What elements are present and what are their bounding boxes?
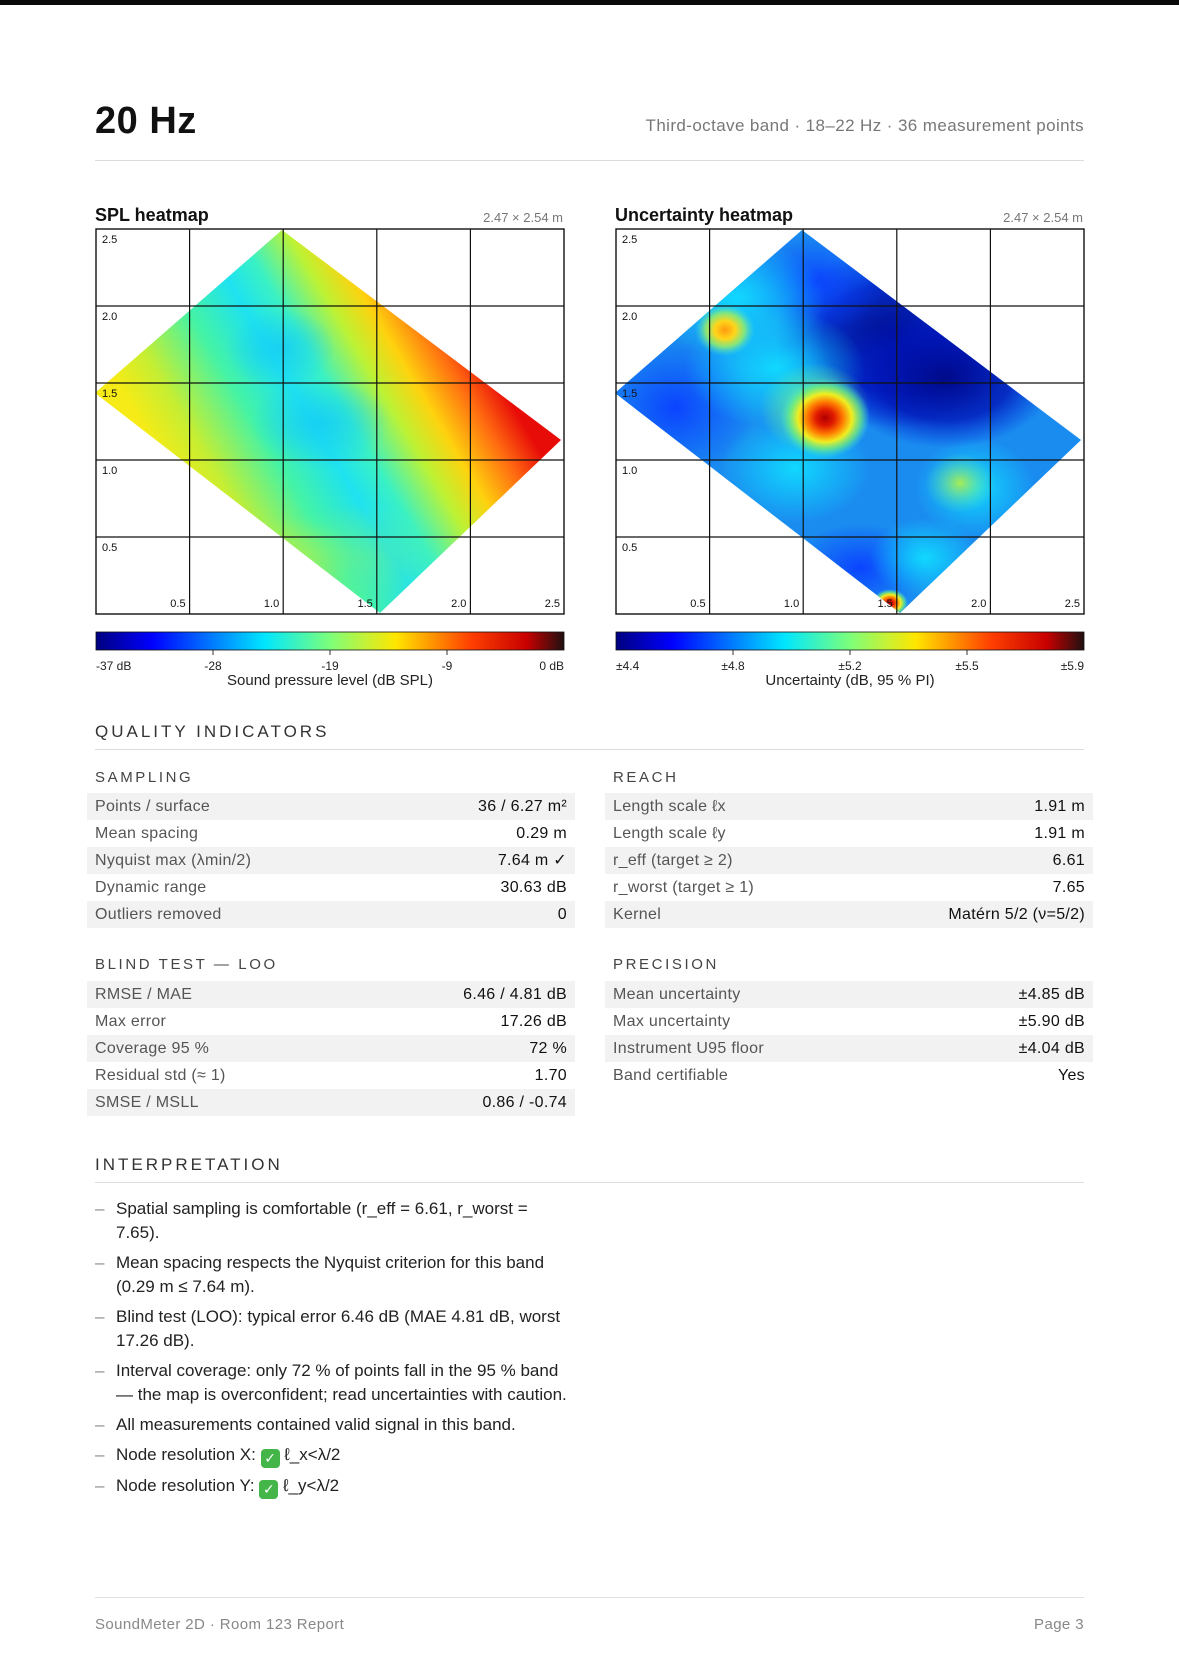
list-item	[95, 1413, 575, 1437]
spl-y-tick-1: 2.0	[102, 311, 118, 323]
spl-y-tick-4: 0.5	[102, 542, 118, 554]
unc-map-title: Uncertainty heatmap	[615, 205, 794, 225]
bullet-dash: –	[95, 1199, 105, 1218]
table-row	[605, 793, 1093, 820]
table-row	[605, 874, 1093, 901]
table-row	[605, 1035, 1093, 1062]
list-item-text: Blind test (LOO): typical error 6.46 dB (MAE 4.81 dB, worst 17.26 dB).	[116, 1307, 561, 1350]
row-value: ±4.85 dB	[1018, 986, 1085, 1003]
unc-colorbar-tick-4: ±5.9	[1060, 659, 1084, 673]
row-label: Points / surface	[95, 798, 211, 815]
row-label: Mean uncertainty	[613, 986, 741, 1003]
row-label: RMSE / MAE	[95, 986, 193, 1003]
unc-y-tick-3: 1.0	[622, 465, 638, 477]
table-row	[605, 981, 1093, 1008]
spl-y-tick-2: 1.5	[102, 388, 118, 400]
row-label: r_eff (target ≥ 2)	[613, 852, 733, 869]
blind-test-table	[87, 981, 575, 1116]
row-value: Yes	[1057, 1067, 1085, 1084]
table-row	[605, 820, 1093, 847]
table-row	[87, 1035, 575, 1062]
unc-x-tick-1: 1.0	[783, 598, 800, 610]
spl-colorbar-tick-1: -28	[204, 659, 222, 673]
uncertainty-heatmap	[615, 228, 1085, 688]
row-label: Outliers removed	[95, 906, 222, 923]
unc-map-dims: 2.47 × 2.54 m	[1003, 210, 1083, 225]
row-label: Band certifiable	[613, 1067, 729, 1084]
table-row	[87, 847, 575, 874]
spl-colorbar-tick-0: -37 dB	[96, 659, 132, 673]
spl-map-title: SPL heatmap	[95, 205, 209, 225]
row-value: 1.70	[534, 1067, 567, 1084]
unc-colorbar-tick-1: ±4.8	[721, 659, 745, 673]
sampling-title: SAMPLING	[95, 769, 194, 786]
spl-y-tick-3: 1.0	[102, 465, 118, 477]
list-item	[95, 1197, 575, 1245]
list-item	[95, 1443, 575, 1468]
spl-colorbar-tick-2: -19	[321, 659, 339, 673]
check-icon: ✓	[261, 1449, 280, 1468]
footer-report-name: SoundMeter 2D · Room 123 Report	[95, 1616, 345, 1633]
blind-test-title: BLIND TEST — LOO	[95, 956, 278, 973]
list-item	[95, 1474, 575, 1499]
table-row	[87, 1062, 575, 1089]
unc-colorbar-tick-3: ±5.5	[955, 659, 979, 673]
row-value: ±4.04 dB	[1018, 1040, 1085, 1057]
unc-colorbar-tick-2: ±5.2	[838, 659, 862, 673]
check-icon: ✓	[259, 1480, 278, 1499]
row-label: Instrument U95 floor	[613, 1040, 764, 1057]
list-item-text: Spatial sampling is comfortable (r_eff = 6.61, r_worst = 7.65).	[116, 1199, 528, 1242]
spl-colorbar-bar	[96, 632, 564, 650]
table-row	[87, 1008, 575, 1035]
row-label: SMSE / MSLL	[95, 1094, 199, 1111]
table-row	[87, 981, 575, 1008]
unc-y-tick-2: 1.5	[622, 388, 638, 400]
page-subtitle: Third-octave band · 18–22 Hz · 36 measurement points	[645, 116, 1084, 135]
row-value: 1.91 m	[1034, 825, 1085, 842]
list-item-suffix: ℓ_y<λ/2	[278, 1476, 340, 1495]
row-label: Coverage 95 %	[95, 1040, 210, 1057]
table-row	[87, 874, 575, 901]
row-value: 30.63 dB	[500, 879, 567, 896]
list-item-prefix: Node resolution Y:	[116, 1476, 260, 1495]
bullet-dash: –	[95, 1253, 105, 1272]
interpretation-title: INTERPRETATION	[95, 1155, 283, 1174]
unc-colorbar-tick-0: ±4.4	[616, 659, 640, 673]
interpretation-list	[95, 1197, 575, 1505]
row-value: 17.26 dB	[500, 1013, 567, 1030]
top-bar	[0, 0, 1179, 5]
quality-section-title: QUALITY INDICATORS	[95, 722, 330, 741]
table-row	[605, 847, 1093, 874]
row-value: Matérn 5/2 (ν=5/2)	[948, 906, 1085, 923]
spl-y-tick-0: 2.5	[102, 234, 118, 246]
uncertainty-colorbar	[616, 632, 1084, 673]
bullet-dash: –	[95, 1307, 105, 1326]
spl-x-tick-2: 1.5	[357, 598, 373, 610]
spl-x-tick-3: 2.0	[451, 598, 467, 610]
list-item	[95, 1359, 575, 1407]
row-label: Max uncertainty	[613, 1013, 731, 1030]
spl-x-tick-4: 2.5	[544, 598, 560, 610]
spl-colorbar	[96, 632, 564, 673]
row-value: 6.46 / 4.81 dB	[463, 986, 567, 1003]
table-row	[87, 793, 575, 820]
spl-heatmap	[95, 228, 565, 688]
spl-x-tick-1: 1.0	[263, 598, 280, 610]
row-label: Dynamic range	[95, 879, 207, 896]
row-value: 7.64 m ✓	[497, 852, 567, 869]
row-label: Nyquist max (λmin/2)	[95, 852, 252, 869]
list-item-text: Mean spacing respects the Nyquist criterion for this band (0.29 m ≤ 7.64 m).	[116, 1253, 545, 1296]
bullet-dash: –	[95, 1445, 105, 1464]
row-label: Kernel	[613, 906, 662, 923]
table-row	[605, 1008, 1093, 1035]
unc-x-tick-2: 1.5	[877, 598, 893, 610]
table-row	[605, 1062, 1093, 1089]
interpretation-divider	[95, 1182, 1084, 1183]
precision-title: PRECISION	[613, 956, 719, 973]
bullet-dash: –	[95, 1476, 105, 1495]
row-value: 0	[557, 906, 567, 923]
page-footer	[95, 1597, 1084, 1633]
list-item	[95, 1251, 575, 1299]
list-item	[95, 1305, 575, 1353]
row-value: 6.61	[1052, 852, 1085, 869]
table-row	[87, 1089, 575, 1116]
row-label: Length scale ℓy	[613, 825, 726, 842]
row-value: 1.91 m	[1034, 798, 1085, 815]
table-row	[87, 901, 575, 928]
row-value: 36 / 6.27 m²	[478, 798, 567, 815]
row-label: r_worst (target ≥ 1)	[613, 879, 755, 896]
table-row	[605, 901, 1093, 928]
unc-x-tick-3: 2.0	[971, 598, 987, 610]
list-item-text: Interval coverage: only 72 % of points fall in the 95 % band — the map is overconfident; read uncertainties with caution.	[116, 1361, 567, 1404]
unc-x-tick-0: 0.5	[690, 598, 706, 610]
uncertainty-field	[615, 228, 1085, 618]
row-value: 0.86 / -0.74	[482, 1094, 567, 1111]
reach-title: REACH	[613, 769, 679, 786]
unc-x-tick-4: 2.5	[1064, 598, 1080, 610]
page-header	[95, 100, 1084, 161]
spl-map-dims: 2.47 × 2.54 m	[483, 210, 563, 225]
precision-table	[605, 981, 1093, 1089]
bullet-dash: –	[95, 1361, 105, 1380]
row-value: 7.65	[1052, 879, 1085, 896]
spl-colorbar-label: Sound pressure level (dB SPL)	[227, 672, 433, 689]
row-label: Residual std (≈ 1)	[95, 1067, 226, 1084]
uncertainty-colorbar-label: Uncertainty (dB, 95 % PI)	[765, 672, 935, 689]
spl-colorbar-tick-3: -9	[441, 659, 453, 673]
page-title: 20 Hz	[95, 100, 197, 142]
row-label: Mean spacing	[95, 825, 199, 842]
spl-colorbar-tick-4: 0 dB	[539, 659, 564, 673]
row-value: 0.29 m	[516, 825, 567, 842]
footer-page-number: Page 3	[1034, 1616, 1084, 1633]
list-item-prefix: Node resolution X:	[116, 1445, 261, 1464]
row-label: Length scale ℓx	[613, 798, 726, 815]
row-label: Max error	[95, 1013, 167, 1030]
list-item-suffix: ℓ_x<λ/2	[279, 1445, 341, 1464]
sampling-table	[87, 793, 575, 928]
quality-divider	[95, 749, 1084, 750]
unc-colorbar-bar	[616, 632, 1084, 650]
unc-y-tick-4: 0.5	[622, 542, 638, 554]
row-value: ±5.90 dB	[1018, 1013, 1085, 1030]
spl-x-tick-0: 0.5	[170, 598, 186, 610]
reach-table	[605, 793, 1093, 928]
unc-y-tick-0: 2.5	[622, 234, 638, 246]
row-value: 72 %	[529, 1040, 567, 1057]
unc-y-tick-1: 2.0	[622, 311, 638, 323]
table-row	[87, 820, 575, 847]
list-item-text: All measurements contained valid signal in this band.	[116, 1415, 516, 1434]
spl-field	[95, 228, 565, 618]
bullet-dash: –	[95, 1415, 105, 1434]
